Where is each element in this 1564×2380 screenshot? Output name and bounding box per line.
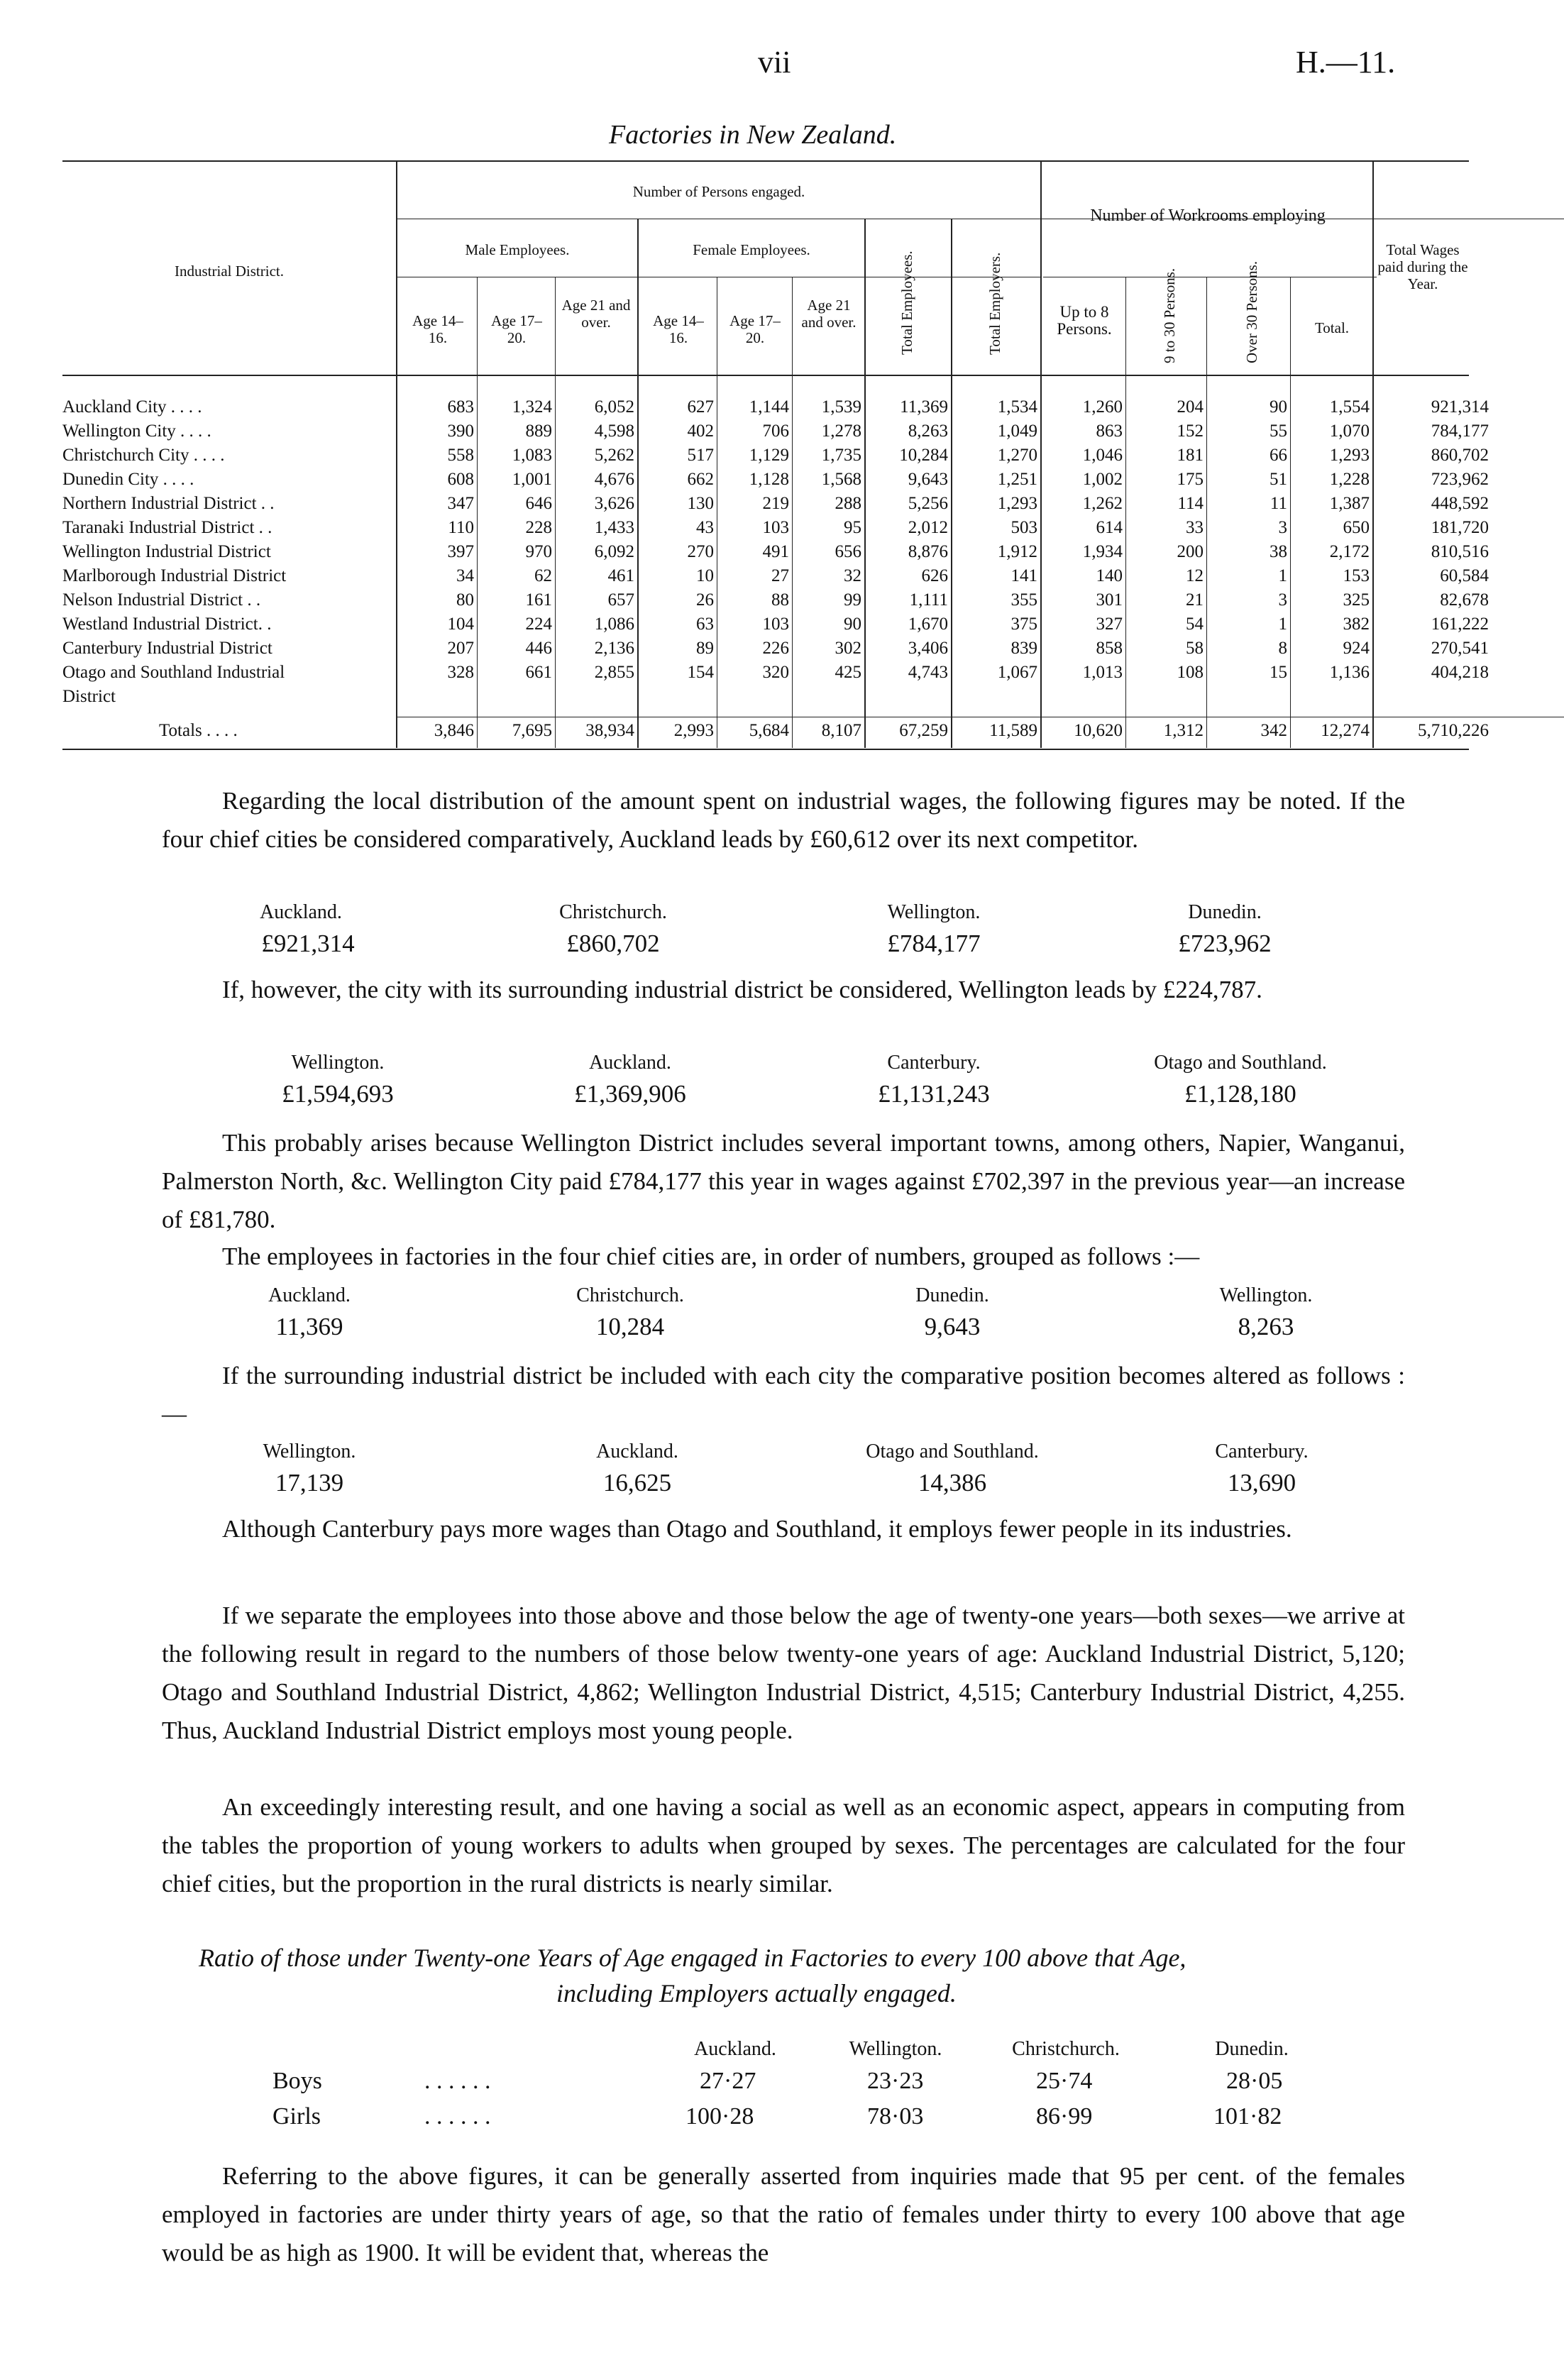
table-cell: 1,001 (512, 470, 552, 489)
table-cell: 1,046 (1082, 446, 1123, 465)
city-wages-label: Wellington. (887, 901, 981, 923)
table-cell: 181,720 (1431, 518, 1489, 537)
table-cell: 226 (762, 639, 789, 658)
table-cell: 207 (447, 639, 474, 658)
table-cell: 12 (1186, 566, 1204, 585)
ratio-value: 78·03 (867, 2103, 924, 2130)
ratio-row-label: Boys (272, 2068, 322, 2094)
header-total-employees: Total Employees. (898, 250, 915, 355)
city-employees-value: 10,284 (595, 1313, 665, 1340)
district-name: Wellington Industrial District (62, 542, 271, 561)
header-male-age-14-16: Age 14–16. (412, 312, 463, 346)
report-code: H.—11. (1296, 45, 1396, 79)
table-cell: 461 (607, 566, 634, 585)
table-cell: 140 (1096, 566, 1123, 585)
table-cell: 921,314 (1431, 397, 1489, 417)
district-name: Canterbury Industrial District (62, 639, 272, 658)
table-cell: 8 (1278, 639, 1287, 658)
table-cell: 1,067 (997, 663, 1037, 682)
table-cell: 860,702 (1431, 446, 1489, 465)
table-cell: 103 (762, 615, 789, 634)
table-cell: 517 (687, 446, 714, 465)
table-cell: 375 (1010, 615, 1037, 634)
header-male-age-17-20: Age 17–20. (491, 312, 542, 346)
table-cell: 1,251 (997, 470, 1037, 489)
table-cell: 4,598 (594, 422, 634, 441)
table-cell: 88 (771, 590, 789, 610)
table-cell: 9,643 (908, 470, 948, 489)
paragraph-surrounding-district: If the surrounding industrial district be included with each city the comparative position becomes altered as follows :— (162, 1362, 1405, 1428)
table-cell: 839 (1010, 639, 1037, 658)
totals-cell: 3,846 (434, 721, 474, 740)
district-wages-value: £1,369,906 (574, 1080, 686, 1108)
paragraph-wages-intro: Regarding the local distribution of the amount spent on industrial wages, the following figures may be noted. If the four chief cities be considered comparatively, Auckland leads by £60,612 over its next competitor. (162, 787, 1405, 853)
district-wages-value: £1,128,180 (1184, 1080, 1296, 1108)
city-wages-label: Christchurch. (559, 901, 667, 923)
table-cell: 328 (447, 663, 474, 682)
district-name: Marlborough Industrial District (62, 566, 287, 585)
table-cell: 1,539 (821, 397, 861, 417)
ratio-title-line2: including Employers actually engaged. (556, 1979, 957, 2007)
ratio-value: 86·99 (1036, 2103, 1093, 2130)
table-cell: 1,554 (1329, 397, 1370, 417)
table-cell: 924 (1343, 639, 1370, 658)
table-cell: 10,284 (899, 446, 948, 465)
ratio-row-label: Girls (272, 2103, 321, 2130)
district-wages-label: Otago and Southland. (1154, 1052, 1327, 1074)
table-cell: 2,136 (594, 639, 634, 658)
table-cell: 608 (447, 470, 474, 489)
paragraph-district-wages: If, however, the city with its surrounding industrial district be considered, Wellington leads by £224,787. (222, 976, 1262, 1003)
table-cell: 301 (1096, 590, 1123, 610)
table-cell: 62 (534, 566, 552, 585)
table-cell: 219 (762, 494, 789, 513)
table-cell: 1,670 (908, 615, 948, 634)
table-cell: 66 (1270, 446, 1287, 465)
table-cell: 1,912 (997, 542, 1037, 561)
header-up-to-8: Up to 8 Persons. (1057, 303, 1112, 338)
city-employees-label: Auckland. (268, 1284, 351, 1306)
ratio-row-dots: . . . . . . (424, 2103, 491, 2130)
table-cell: 404,218 (1431, 663, 1489, 682)
district-name: Taranaki Industrial District . . (62, 518, 272, 537)
table-cell: 1,086 (594, 615, 634, 634)
district-employees-label: Canterbury. (1215, 1440, 1309, 1462)
table-cell: 1,293 (1329, 446, 1370, 465)
table-caption: Factories in New Zealand. (609, 120, 897, 150)
city-employees-label: Christchurch. (576, 1284, 684, 1306)
header-total-wages: Total Wages paid during the Year. (1377, 241, 1468, 292)
totals-label: Totals . . . . (159, 721, 238, 740)
totals-cell: 10,620 (1074, 721, 1123, 740)
city-employees-value: 11,369 (275, 1313, 343, 1340)
table-cell: 382 (1343, 615, 1370, 634)
district-name: Auckland City . . . . (62, 397, 202, 417)
ratio-value: 25·74 (1036, 2068, 1093, 2094)
table-cell: 810,516 (1431, 542, 1489, 561)
table-cell: 650 (1343, 518, 1370, 537)
table-cell: 661 (525, 663, 552, 682)
table-cell: 8,876 (908, 542, 948, 561)
totals-cell: 67,259 (899, 721, 948, 740)
table-cell: 15 (1270, 663, 1287, 682)
header-district: Industrial District. (175, 263, 284, 280)
table-cell: 51 (1270, 470, 1287, 489)
paragraph-wellington-district: This probably arises because Wellington District includes several important towns, among others, Napier, Wanganui, Palmerston North, &c. Wellington City paid £784,177 this year in wages against £702,397 in the previous year—an increase of £81,780. (162, 1129, 1405, 1233)
ratio-value: 100·28 (685, 2103, 754, 2130)
table-cell: 1,278 (821, 422, 861, 441)
ratio-column-header: Auckland. (694, 2038, 776, 2060)
table-cell: 1,534 (997, 397, 1037, 417)
table-cell: 425 (835, 663, 861, 682)
district-wages-value: £1,594,693 (282, 1080, 394, 1108)
table-cell: 33 (1186, 518, 1204, 537)
table-cell: 614 (1096, 518, 1123, 537)
table-cell: 325 (1343, 590, 1370, 610)
district-wages-value: £1,131,243 (878, 1080, 990, 1108)
table-cell: 54 (1186, 615, 1204, 634)
header-total-employers: Total Employers. (986, 252, 1003, 355)
table-cell: 3,406 (908, 639, 948, 658)
table-cell: 706 (762, 422, 789, 441)
ratio-value: 101·82 (1213, 2103, 1282, 2130)
table-cell: 2,855 (594, 663, 634, 682)
header-female-age-14-16: Age 14–16. (653, 312, 704, 346)
table-cell: 1,293 (997, 494, 1037, 513)
table-cell: 38 (1270, 542, 1287, 561)
city-wages-value: £921,314 (261, 930, 355, 957)
table-cell: 34 (456, 566, 474, 585)
table-cell: 181 (1177, 446, 1204, 465)
table-cell: 5,262 (594, 446, 634, 465)
ratio-column-header: Dunedin. (1215, 2038, 1289, 2060)
table-cell: 1,270 (997, 446, 1037, 465)
table-cell: 63 (696, 615, 714, 634)
city-wages-value: £784,177 (887, 930, 981, 957)
ratio-value: 28·05 (1226, 2068, 1283, 2094)
table-cell: 491 (762, 542, 789, 561)
table-cell: 43 (696, 518, 714, 537)
district-employees-value: 17,139 (275, 1469, 344, 1497)
ratio-value: 23·23 (867, 2068, 924, 2094)
table-cell: 302 (835, 639, 861, 658)
table-cell: 3,626 (594, 494, 634, 513)
table-cell: 1,136 (1329, 663, 1370, 682)
table-cell: 448,592 (1431, 494, 1489, 513)
table-cell: 889 (525, 422, 552, 441)
ratio-value: 27·27 (700, 2068, 756, 2094)
paragraph-age-split: If we separate the employees into those above and those below the age of twenty-one years—both sexes—we arrive at the following result in regard to the numbers of those below twenty-one years of age: Auckland Industrial District, 5,120; Otago and Southland Industrial District, 4,862; Wellington Industrial District, 4,515; Canterbury Industrial District, 4,255. Thus, Auckland Industrial District employs most young people. (162, 1602, 1405, 1744)
table-cell: 11 (1270, 494, 1287, 513)
city-employees-value: 9,643 (924, 1313, 981, 1340)
table-cell: 1,433 (594, 518, 634, 537)
header-female-age-21: Age 21 and over. (801, 297, 857, 331)
header-workrooms-total: Total. (1314, 319, 1350, 336)
table-cell: 683 (447, 397, 474, 417)
table-cell: 224 (525, 615, 552, 634)
table-cell: 80 (456, 590, 474, 610)
table-cell: 154 (687, 663, 714, 682)
table-cell: 5,256 (908, 494, 948, 513)
table-cell: 108 (1177, 663, 1204, 682)
table-cell: 2,012 (908, 518, 948, 537)
paragraph-females: Referring to the above figures, it can be generally asserted from inquiries made that 95 per cent. of the females employed in factories are under thirty years of age, so that the ratio of females under thirty to every 100 above that age would be as high as 1900. It will be evident that, whereas the (162, 2162, 1405, 2266)
header-male: Male Employees. (465, 241, 570, 258)
table-cell: 1,568 (821, 470, 861, 489)
header-persons-engaged: Number of Persons engaged. (632, 183, 805, 200)
table-cell: 26 (696, 590, 714, 610)
header-male-age-21: Age 21 and over. (561, 297, 631, 331)
header-over-30: Over 30 Persons. (1243, 260, 1260, 363)
table-cell: 347 (447, 494, 474, 513)
table-cell: 1,128 (749, 470, 789, 489)
table-cell: 4,676 (594, 470, 634, 489)
city-wages-label: Dunedin. (1188, 901, 1262, 923)
district-name: Wellington City . . . . (62, 422, 211, 441)
city-wages-label: Auckland. (260, 901, 342, 923)
city-employees-label: Dunedin. (915, 1284, 989, 1306)
table-cell: 161 (525, 590, 552, 610)
table-cell: 858 (1096, 639, 1123, 658)
table-cell: 1,262 (1082, 494, 1123, 513)
table-cell: 141 (1010, 566, 1037, 585)
table-cell: 1,013 (1082, 663, 1123, 682)
header-workrooms: Number of Workrooms employing (1090, 206, 1326, 225)
table-cell: 103 (762, 518, 789, 537)
table-cell: 99 (844, 590, 861, 610)
table-cell: 27 (771, 566, 789, 585)
totals-cell: 5,684 (749, 721, 789, 740)
table-cell: 130 (687, 494, 714, 513)
district-name: Dunedin City . . . . (62, 470, 194, 489)
table-cell: 82,678 (1440, 590, 1489, 610)
district-employees-value: 16,625 (602, 1469, 672, 1497)
totals-cell: 8,107 (821, 721, 861, 740)
district-employees-label: Auckland. (596, 1440, 678, 1462)
table-cell: 863 (1096, 422, 1123, 441)
district-employees-label: Wellington. (263, 1440, 356, 1462)
table-cell: 1,111 (909, 590, 948, 610)
table-cell: 626 (921, 566, 948, 585)
table-cell: 60,584 (1440, 566, 1489, 585)
table-cell: 1,228 (1329, 470, 1370, 489)
table-cell: 2,172 (1329, 542, 1370, 561)
district-name: Christchurch City . . . . (62, 446, 225, 465)
ratio-title-line1: Ratio of those under Twenty-one Years of Age engaged in Factories to every 100 above that Age, (199, 1944, 1186, 1972)
table-cell: 104 (447, 615, 474, 634)
table-cell: 90 (1270, 397, 1287, 417)
city-employees-value: 8,263 (1238, 1313, 1294, 1340)
table-cell: 89 (696, 639, 714, 658)
table-cell: 1,260 (1082, 397, 1123, 417)
totals-cell: 7,695 (512, 721, 552, 740)
table-cell: 1,934 (1082, 542, 1123, 561)
table-cell: 114 (1177, 494, 1204, 513)
table-cell: 175 (1177, 470, 1204, 489)
district-employees-label: Otago and Southland. (866, 1440, 1039, 1462)
table-cell: 646 (525, 494, 552, 513)
city-employees-label: Wellington. (1219, 1284, 1313, 1306)
table-cell: 1,129 (749, 446, 789, 465)
district-name: Nelson Industrial District . . (62, 590, 261, 610)
table-cell: 656 (835, 542, 861, 561)
district-name: Westland Industrial District. . (62, 615, 272, 634)
district-wages-label: Auckland. (589, 1052, 671, 1074)
table-cell: 8,263 (908, 422, 948, 441)
city-wages-value: £723,962 (1178, 930, 1272, 957)
header-9-to-30: 9 to 30 Persons. (1161, 268, 1178, 363)
table-cell: 153 (1343, 566, 1370, 585)
table-cell: 161,222 (1431, 615, 1489, 634)
table-cell: 1,387 (1329, 494, 1370, 513)
table-cell: 3 (1278, 518, 1287, 537)
totals-cell: 1,312 (1163, 721, 1204, 740)
table-cell: 657 (607, 590, 634, 610)
table-cell: 627 (687, 397, 714, 417)
table-cell: 320 (762, 663, 789, 682)
table-cell: 32 (844, 566, 861, 585)
table-cell: 723,962 (1431, 470, 1489, 489)
district-name: Otago and Southland Industrial (62, 663, 285, 682)
paragraph-canterbury: Although Canterbury pays more wages than Otago and Southland, it employs fewer people in its industries. (222, 1515, 1292, 1543)
paragraph-interesting-result: An exceedingly interesting result, and one having a social as well as an economic aspect, appears in computing from the tables the proportion of young workers to adults when grouped by sexes. The percentages are calculated for the four chief cities, but the proportion in the rural districts is nearly similar. (162, 1793, 1405, 1897)
table-cell: 327 (1096, 615, 1123, 634)
totals-cell: 11,589 (989, 721, 1037, 740)
table-cell: 200 (1177, 542, 1204, 561)
totals-cell: 12,274 (1321, 721, 1370, 740)
totals-cell: 2,993 (673, 721, 714, 740)
city-wages-value: £860,702 (566, 930, 660, 957)
table-cell: 1 (1278, 566, 1287, 585)
table-cell: 1,083 (512, 446, 552, 465)
table-cell: 90 (844, 615, 861, 634)
table-cell: 270 (687, 542, 714, 561)
table-cell: 110 (448, 518, 474, 537)
header-female: Female Employees. (693, 241, 810, 258)
table-cell: 390 (447, 422, 474, 441)
table-cell: 58 (1186, 639, 1204, 658)
ratio-row-dots: . . . . . . (424, 2068, 491, 2094)
district-employees-value: 13,690 (1227, 1469, 1296, 1497)
district-name-continued: District (62, 687, 116, 706)
table-cell: 270,541 (1431, 639, 1489, 658)
table-cell: 1,144 (749, 397, 789, 417)
district-wages-label: Wellington. (291, 1052, 385, 1074)
table-cell: 204 (1177, 397, 1204, 417)
district-employees-value: 14,386 (918, 1469, 987, 1497)
paragraph-employees-intro: The employees in factories in the four chief cities are, in order of numbers, grouped as follows :— (222, 1243, 1200, 1270)
totals-cell: 38,934 (585, 721, 634, 740)
table-cell: 4,743 (908, 663, 948, 682)
table-cell: 6,052 (594, 397, 634, 417)
table-cell: 662 (687, 470, 714, 489)
table-cell: 1,049 (997, 422, 1037, 441)
ratio-column-header: Wellington. (849, 2038, 942, 2060)
table-cell: 95 (844, 518, 861, 537)
table-cell: 1,735 (821, 446, 861, 465)
table-cell: 11,369 (900, 397, 948, 417)
table-cell: 1 (1278, 615, 1287, 634)
table-cell: 970 (525, 542, 552, 561)
table-cell: 288 (835, 494, 861, 513)
table-cell: 402 (687, 422, 714, 441)
table-cell: 1,002 (1082, 470, 1123, 489)
page-number: vii (758, 45, 791, 79)
table-cell: 6,092 (594, 542, 634, 561)
header-female-age-17-20: Age 17–20. (729, 312, 781, 346)
totals-cell: 342 (1260, 721, 1287, 740)
ratio-column-header: Christchurch. (1012, 2038, 1120, 2060)
table-cell: 446 (525, 639, 552, 658)
table-cell: 152 (1177, 422, 1204, 441)
table-cell: 397 (447, 542, 474, 561)
district-wages-label: Canterbury. (887, 1052, 981, 1074)
table-cell: 1,070 (1329, 422, 1370, 441)
table-cell: 21 (1186, 590, 1204, 610)
table-cell: 784,177 (1431, 422, 1489, 441)
table-cell: 10 (696, 566, 714, 585)
totals-cell: 5,710,226 (1418, 721, 1489, 740)
table-cell: 1,324 (512, 397, 552, 417)
table-cell: 558 (447, 446, 474, 465)
table-cell: 3 (1278, 590, 1287, 610)
table-cell: 355 (1010, 590, 1037, 610)
table-cell: 503 (1010, 518, 1037, 537)
district-name: Northern Industrial District . . (62, 494, 275, 513)
table-cell: 228 (525, 518, 552, 537)
table-cell: 55 (1270, 422, 1287, 441)
